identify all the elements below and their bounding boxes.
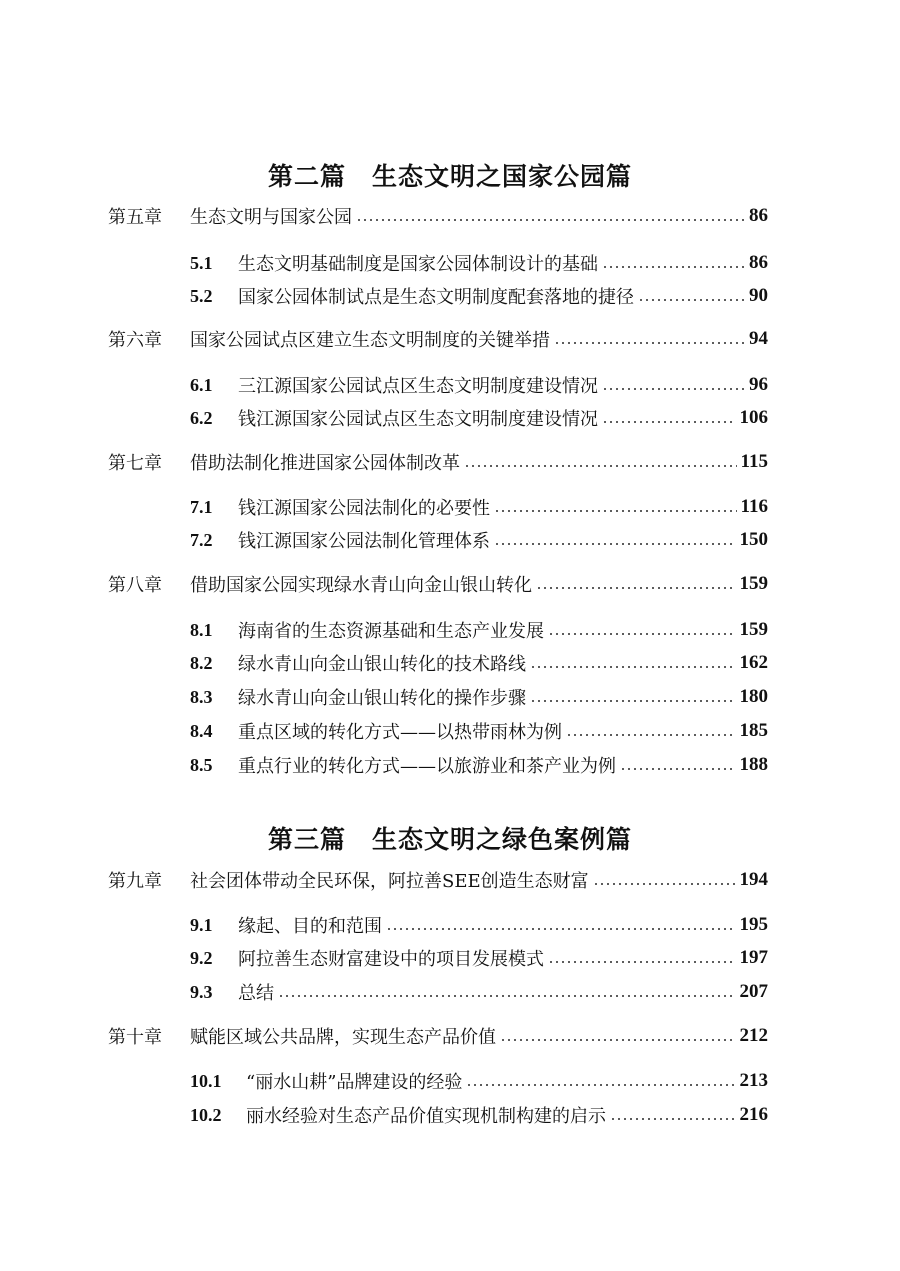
page-number: 213 [739,1070,768,1091]
section-title: 总结 [238,983,274,1004]
section-number: 9.1 [190,914,213,935]
toc-section-5-1[interactable] [190,248,768,278]
section-title: 丽水经验对生态产品价值实现机制构建的启示 [246,1106,606,1127]
section-number: 9.2 [190,947,213,968]
section-title: 缘起、目的和范围 [238,916,382,937]
chapter-number: 第九章 [108,871,162,892]
toc-chapter-8[interactable] [108,569,768,599]
toc-section-6-1[interactable] [190,370,768,400]
leader-dots [494,510,737,512]
leader-dots [602,266,745,268]
section-title: 阿拉善生态财富建设中的项目发展模式 [238,949,544,970]
section-number: 5.1 [190,252,213,273]
page-number: 194 [739,869,768,890]
page-number: 106 [739,407,768,428]
page-number: 150 [739,529,768,550]
toc-chapter-5[interactable] [108,201,768,231]
page-number: 185 [739,720,768,741]
section-title: 钱江源国家公园试点区生态文明制度建设情况 [238,409,598,430]
section-number: 8.5 [190,754,213,775]
page-number: 180 [739,686,768,707]
chapter-number: 第八章 [108,575,162,596]
section-title: 绿水青山向金山银山转化的技术路线 [238,654,526,675]
section-title: 海南省的生态资源基础和生态产业发展 [238,621,544,642]
leader-dots [356,219,745,221]
leader-dots [602,388,745,390]
section-number: 8.2 [190,652,213,673]
leader-dots [548,961,736,963]
leader-dots [494,543,736,545]
section-number: 10.2 [190,1104,222,1125]
section-number: 6.1 [190,374,213,395]
chapter-number: 第六章 [108,330,162,351]
section-title: 钱江源国家公园法制化管理体系 [238,531,490,552]
leader-dots [554,342,745,344]
section-number: 10.1 [190,1070,222,1091]
toc-section-9-3[interactable] [190,977,768,1007]
chapter-number: 第十章 [108,1027,162,1048]
page-number: 86 [749,205,768,226]
page-number: 159 [739,619,768,640]
page-number: 216 [739,1104,768,1125]
page-number: 94 [749,328,768,349]
section-number: 7.1 [190,496,213,517]
toc-section-10-1[interactable] [190,1066,768,1096]
toc-section-8-2[interactable] [190,648,768,678]
leader-dots [530,666,736,668]
page-number: 197 [739,947,768,968]
leader-dots [548,633,736,635]
chapter-title: 生态文明与国家公园 [190,207,352,228]
part-title: 第三篇 生态文明之绿色案例篇 [267,825,632,854]
section-title: 钱江源国家公园法制化的必要性 [238,498,490,519]
page-number: 96 [749,374,768,395]
section-title: 生态文明基础制度是国家公园体制设计的基础 [238,254,598,275]
page-number: 212 [739,1025,768,1046]
section-title: “丽水山耕”品牌建设的经验 [246,1072,463,1093]
toc-chapter-10[interactable] [108,1021,768,1051]
leader-dots [620,768,736,770]
toc-section-9-1[interactable] [190,910,768,940]
toc-section-8-4[interactable] [190,716,768,746]
toc-section-10-2[interactable] [190,1100,768,1130]
chapter-title: 社会团体带动全民环保，阿拉善SEE创造生态财富 [190,871,589,892]
section-title: 重点区域的转化方式——以热带雨林为例 [238,722,562,743]
toc-section-8-1[interactable] [190,615,768,645]
toc-section-8-5[interactable] [190,750,768,780]
chapter-title: 赋能区域公共品牌，实现生态产品价值 [190,1027,496,1048]
leader-dots [602,421,736,423]
chapter-number: 第七章 [108,453,162,474]
page-number: 162 [739,652,768,673]
page-number: 90 [749,285,768,306]
leader-dots [638,299,745,301]
page-number: 159 [739,573,768,594]
section-title: 三江源国家公园试点区生态文明制度建设情况 [238,376,598,397]
section-number: 9.3 [190,981,213,1002]
section-title: 绿水青山向金山银山转化的操作步骤 [238,688,526,709]
part-title: 第二篇 生态文明之国家公园篇 [267,162,632,191]
toc-section-8-3[interactable] [190,682,768,712]
leader-dots [566,734,736,736]
section-number: 7.2 [190,529,213,550]
chapter-title: 借助法制化推进国家公园体制改革 [190,453,460,474]
chapter-title: 借助国家公园实现绿水青山向金山银山转化 [190,575,532,596]
page-number: 115 [740,451,768,472]
page-number: 86 [749,252,768,273]
leader-dots [610,1118,736,1120]
section-number: 8.4 [190,720,213,741]
leader-dots [500,1039,736,1041]
leader-dots [278,995,736,997]
leader-dots [593,883,736,885]
chapter-number: 第五章 [108,207,162,228]
page-number: 116 [740,496,768,517]
leader-dots [536,587,736,589]
section-number: 5.2 [190,285,213,306]
leader-dots [464,465,737,467]
toc-section-9-2[interactable] [190,943,768,973]
page-number: 188 [739,754,768,775]
section-number: 8.1 [190,619,213,640]
section-number: 6.2 [190,407,213,428]
leader-dots [386,928,736,930]
toc-chapter-9[interactable] [108,865,768,895]
section-number: 8.3 [190,686,213,707]
toc-section-7-1[interactable] [190,492,768,522]
toc-section-5-2[interactable] [190,281,768,311]
toc-section-6-2[interactable] [190,403,768,433]
toc-section-7-2[interactable] [190,525,768,555]
toc-chapter-7[interactable] [108,447,768,477]
page-number: 207 [739,981,768,1002]
page-number: 195 [739,914,768,935]
toc-chapter-6[interactable] [108,324,768,354]
leader-dots [466,1084,735,1086]
section-title: 国家公园体制试点是生态文明制度配套落地的捷径 [238,287,634,308]
section-title: 重点行业的转化方式——以旅游业和茶产业为例 [238,756,616,777]
leader-dots [530,700,736,702]
chapter-title: 国家公园试点区建立生态文明制度的关键举措 [190,330,550,351]
